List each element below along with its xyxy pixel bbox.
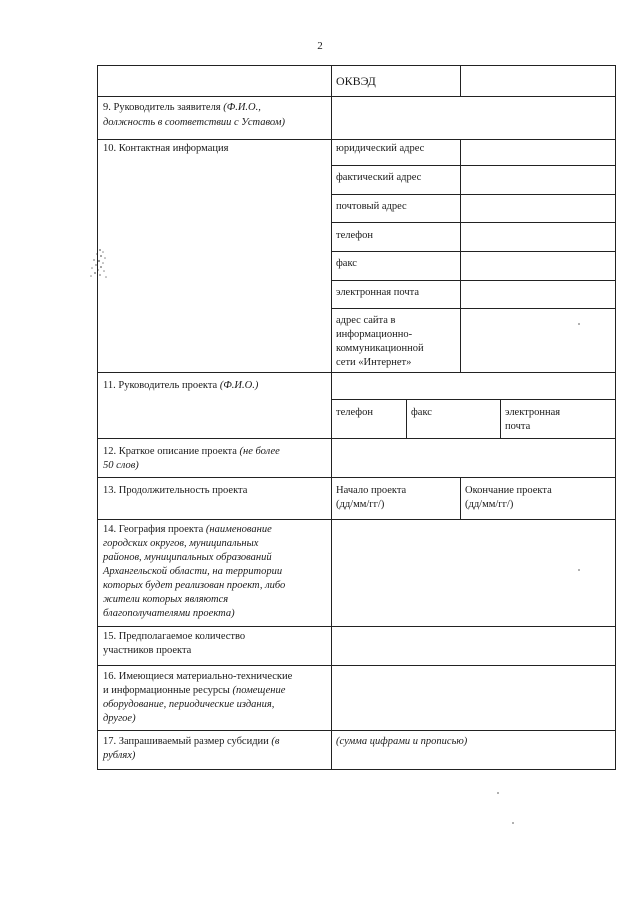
row-line [98, 519, 615, 520]
okved-label: ОКВЭД [336, 74, 376, 88]
project-end-format: (дд/мм/гг/) [465, 499, 514, 510]
row12-label: 12. Краткое описание проекта (не более [103, 446, 280, 457]
field-website-line4: сети «Интернет» [336, 357, 412, 368]
col-divider-okved [460, 66, 461, 96]
row16-label-line4: другое) [103, 713, 136, 724]
row-line [331, 165, 615, 166]
row-line [98, 477, 615, 478]
subsidy-amount-hint: (сумма цифрами и прописью) [336, 736, 468, 747]
row-line [98, 438, 615, 439]
row9-note: должность в соответствии с Уставом) [103, 117, 285, 128]
project-start-format: (дд/мм/гг/) [336, 499, 385, 510]
col-divider-contacts [460, 139, 461, 372]
manager-email-line2: почта [505, 421, 531, 432]
row17-label-line2: рублях) [103, 750, 136, 761]
manager-fax: факс [411, 407, 432, 418]
row15-label-line1: 15. Предполагаемое количество [103, 631, 246, 642]
col-divider-phone [406, 399, 407, 438]
row17-label-line1: 17. Запрашиваемый размер субсидии (в [103, 736, 280, 747]
row-line [331, 251, 615, 252]
field-fax: факс [336, 258, 357, 269]
row-line [98, 139, 615, 140]
row-line [98, 730, 615, 731]
row-line [98, 96, 615, 97]
field-website-line2: информационно- [336, 329, 413, 340]
row-line [98, 626, 615, 627]
field-legal-address: юридический адрес [336, 143, 425, 154]
row16-label-line1: 16. Имеющиеся материально-технические [103, 671, 293, 682]
row14-note-line: благополучателями проекта) [103, 608, 235, 619]
application-form-table [97, 65, 616, 770]
col-divider-fax [500, 399, 501, 438]
row14-note-line: Архангельской области, на территории [103, 566, 283, 577]
project-end-label: Окончание проекта [465, 485, 552, 496]
row14-label: 14. География проекта (наименование [103, 524, 272, 535]
row-line [331, 280, 615, 281]
row14-note-line: городских округов, муниципальных [103, 538, 259, 549]
row13-label: 13. Продолжительность проекта [103, 485, 248, 496]
row-line [331, 194, 615, 195]
row14-note-line: жители которых являются [103, 594, 229, 605]
row-line [98, 665, 615, 666]
row14-note-line: районов, муниципальных образований [103, 552, 272, 563]
field-website-line3: коммуникационной [336, 343, 424, 354]
row-line [331, 308, 615, 309]
manager-email-line1: электронная [505, 407, 561, 418]
row14-note-line: которых будет реализован проект, либо [103, 580, 286, 591]
row-line [331, 399, 615, 400]
field-postal-address: почтовый адрес [336, 201, 407, 212]
row10-label: 10. Контактная информация [103, 143, 229, 154]
field-phone: телефон [336, 230, 373, 241]
row15-label-line2: участников проекта [103, 645, 192, 656]
row11-label: 11. Руководитель проекта (Ф.И.О.) [103, 380, 259, 391]
row16-label-line2: и информационные ресурсы (помещение [103, 685, 286, 696]
row-line [331, 222, 615, 223]
page-number: 2 [317, 40, 323, 52]
field-actual-address: фактический адрес [336, 172, 422, 183]
field-email: электронная почта [336, 287, 420, 298]
row12-note: 50 слов) [103, 460, 139, 471]
manager-phone: телефон [336, 407, 373, 418]
project-start-label: Начало проекта [336, 485, 407, 496]
scan-speck [512, 822, 514, 824]
row-line [98, 372, 615, 373]
scan-speck [497, 792, 499, 794]
row9-label: 9. Руководитель заявителя (Ф.И.О., [103, 102, 261, 113]
col-divider-duration [460, 477, 461, 519]
row16-label-line3: оборудование, периодические издания, [103, 699, 275, 710]
field-website-line1: адрес сайта в [336, 315, 396, 326]
